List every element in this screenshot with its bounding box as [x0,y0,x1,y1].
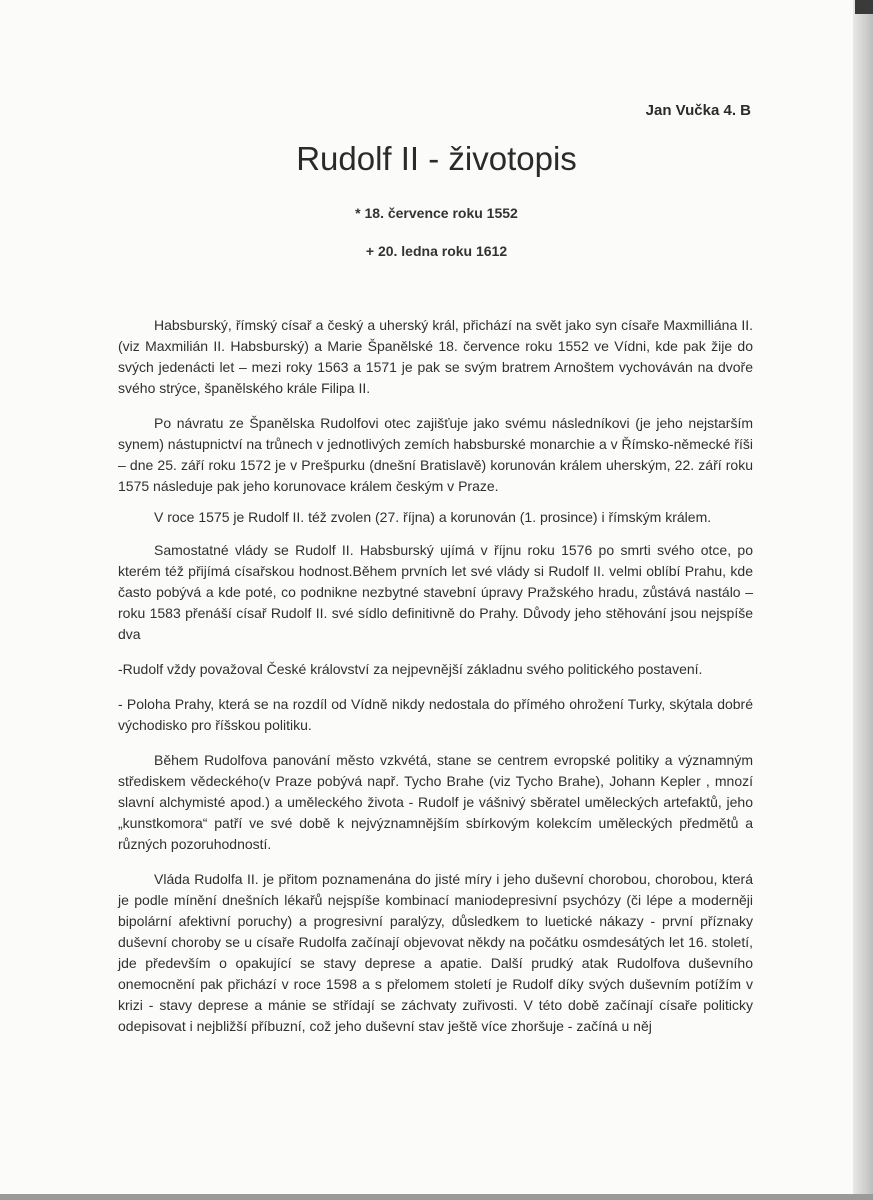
paragraph: V roce 1575 je Rudolf II. též zvolen (27. října) a korunován (1. prosince) i římským králem. [154,509,712,525]
paragraph: Samostatné vlády se Rudolf II. Habsburský ujímá v říjnu roku 1576 po smrti svého otce, po kterém též přijímá císařskou hodnost.Během prvních let své vlády si Rudolf II. velmi oblíbí Prahu, kde často pobývá a kde poté, co podnikne nezbytné stavební úpravy Pražského hradu, zůstává nastálo – roku 1583 přenáší císař Rudolf II. své sídlo definitivně do Prahy. Důvody jeho stěhování jsou nejspíše dva [118,542,753,642]
paragraph: Habsburský, římský císař a český a uherský král, přichází na svět jako syn císaře Maxmilliána II. (viz Maxmilián II. Habsburský) a Marie Španělské 18. července roku 1552 ve Vídni, kde pak žije do svých jedenácti let – mezi roky 1563 a 1571 je pak se svým bratrem Arnoštem vychováván na dvoře svého strýce, španělského krále Filipa II. [118,317,753,396]
birth-date: * 18. července roku 1552 [355,205,518,221]
paragraph: Vláda Rudolfa II. je přitom poznamenána do jisté míry i jeho duševní chorobou, chorobou, která je podle mínění dnešních lékařů nejspíše kombinací maniodepresivní psychózy (či lépe a moderněji bipolární afektivní poruchy) a progresivní paralýzy, důsledkem to luetické nákazy - první příznaky duševní choroby se u císaře Rudolfa začínají objevovat někdy na počátku osmdesátých let 16. století, jde především o opakující se stavy deprese a apatie. Další prudký atak Rudolfova duševního onemocnění pak přichází v roce 1598 a s přelomem století je Rudolf díky svých duševním potížím v krizi - stavy deprese a mánie se střídají se záchvaty zuřivosti. V této době začínají císaře politicky odepisovat i nejbližší příbuzní, což jeho duševní stav ještě více zhoršuje - začíná u něj [118,871,753,1034]
scan-edge-bottom [0,1194,873,1200]
paragraph: - Poloha Prahy, která se na rozdíl od Vídně nikdy nedostala do přímého ohrožení Turky, skýtala dobré východisko pro říšskou politiku. [118,696,753,733]
death-date: + 20. ledna roku 1612 [365,243,508,259]
paragraph: Po návratu ze Španělska Rudolfovi otec zajišťuje jako svému následníkovi (je jeho nejstarším synem) nástupnictví na trůnech v jednotlivých zemích habsburské monarchie a v Římsko-německé říši – dne 25. září roku 1572 je v Prešpurku (dnešní Bratislavě) korunován králem uherským, 22. září roku 1575 následuje pak jeho korunovace králem českým v Praze. [118,415,753,494]
document-title: Rudolf II - životopis [296,140,577,177]
paragraph: -Rudolf vždy považoval České království za nejpevnější základnu svého politického postavení. [118,661,703,677]
scan-notch [855,0,873,14]
paragraph: Během Rudolfova panování město vzkvétá, stane se centrem evropské politiky a významným střediskem vědeckého(v Praze pobývá např. Tycho Brahe (viz Tycho Brahe), Johann Kepler , mnozí slavní alchymisté apod.) a uměleckého života - Rudolf je vášnivý sběratel uměleckých artefaktů, jeho „kunstkomora“ patří ve své době k nejvýznamnějším sbírkovým kolekcím uměleckých předmětů a různých pozoruhodností. [118,752,753,852]
author-line: Jan Vučka 4. B [645,102,751,119]
body-text [118,315,753,1037]
scan-edge-right [853,0,873,1200]
